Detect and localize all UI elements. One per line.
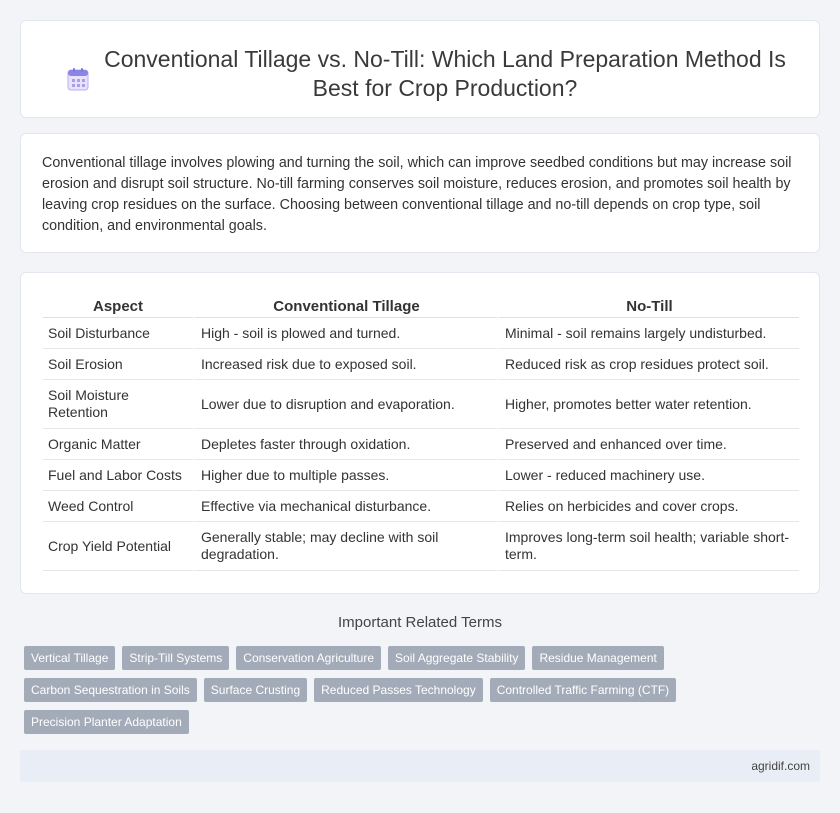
table-cell-conventional: Increased risk due to exposed soil. [193,349,497,380]
table-cell-aspect: Soil Erosion [43,349,193,380]
table-cell-aspect: Fuel and Labor Costs [43,460,193,491]
table-row [43,460,799,491]
tag-precision-planter-adaptation[interactable]: Precision Planter Adaptation [24,710,189,734]
comparison-table-card [20,272,820,594]
table-row [43,522,799,571]
table-row [43,349,799,380]
tag-carbon-sequestration[interactable]: Carbon Sequestration in Soils [24,678,197,702]
intro-card [20,133,820,253]
footer [20,750,820,782]
tag-conservation-agriculture[interactable]: Conservation Agriculture [236,646,381,670]
table-row [43,380,799,429]
table-row [43,491,799,522]
table-cell-no-till: Lower - reduced machinery use. [497,460,799,491]
table-cell-no-till: Improves long-term soil health; variable short-term. [497,522,799,571]
tag-controlled-traffic-farming[interactable]: Controlled Traffic Farming (CTF) [490,678,676,702]
footer-site-link[interactable]: agridif.com [751,759,810,773]
tag-soil-aggregate-stability[interactable]: Soil Aggregate Stability [388,646,525,670]
table-cell-conventional: High - soil is plowed and turned. [193,318,497,349]
intro-paragraph: Conventional tillage involves plowing and turning the soil, which can improve seedbed conditions but may increase soil erosion and disrupt soil structure. No-till farming conserves soil moisture, reduces erosion, and promotes soil health by leaving crop residues on the surface. Choosing between conventional tillage and no-till depends on crop type, soil condition, and environmental goals. [42,155,792,234]
table-cell-conventional: Effective via mechanical disturbance. [193,491,497,522]
table-cell-conventional: Higher due to multiple passes. [193,460,497,491]
tag-surface-crusting[interactable]: Surface Crusting [204,678,307,702]
column-header-aspect: Aspect [43,294,193,318]
column-header-no-till: No-Till [497,294,799,318]
table-cell-aspect: Crop Yield Potential [43,522,193,571]
table-cell-no-till: Higher, promotes better water retention. [497,380,799,429]
table-cell-aspect: Weed Control [43,491,193,522]
table-cell-aspect: Organic Matter [43,429,193,460]
related-terms-tags [24,646,704,734]
page-title: Conventional Tillage vs. No-Till: Which Land Preparation Method Is Best for Crop Production? [104,46,786,101]
table-row [43,318,799,349]
table-cell-no-till: Minimal - soil remains largely undisturbed. [497,318,799,349]
table-cell-no-till: Relies on herbicides and cover crops. [497,491,799,522]
table-cell-aspect: Soil Moisture Retention [43,380,193,429]
table-row [43,429,799,460]
table-cell-conventional: Lower due to disruption and evaporation. [193,380,497,429]
table-cell-no-till: Reduced risk as crop residues protect soil. [497,349,799,380]
table-cell-no-till: Preserved and enhanced over time. [497,429,799,460]
title-card [20,20,820,118]
table-cell-conventional: Generally stable; may decline with soil degradation. [193,522,497,571]
tag-vertical-tillage[interactable]: Vertical Tillage [24,646,115,670]
tag-reduced-passes-technology[interactable]: Reduced Passes Technology [314,678,483,702]
tag-residue-management[interactable]: Residue Management [532,646,663,670]
table-cell-aspect: Soil Disturbance [43,318,193,349]
tag-strip-till-systems[interactable]: Strip-Till Systems [122,646,229,670]
table-cell-conventional: Depletes faster through oxidation. [193,429,497,460]
related-terms-heading: Important Related Terms [338,614,502,631]
comparison-table [43,294,799,571]
calendar-icon [67,67,89,91]
column-header-conventional-tillage: Conventional Tillage [193,294,497,318]
table-header-row [43,294,799,318]
